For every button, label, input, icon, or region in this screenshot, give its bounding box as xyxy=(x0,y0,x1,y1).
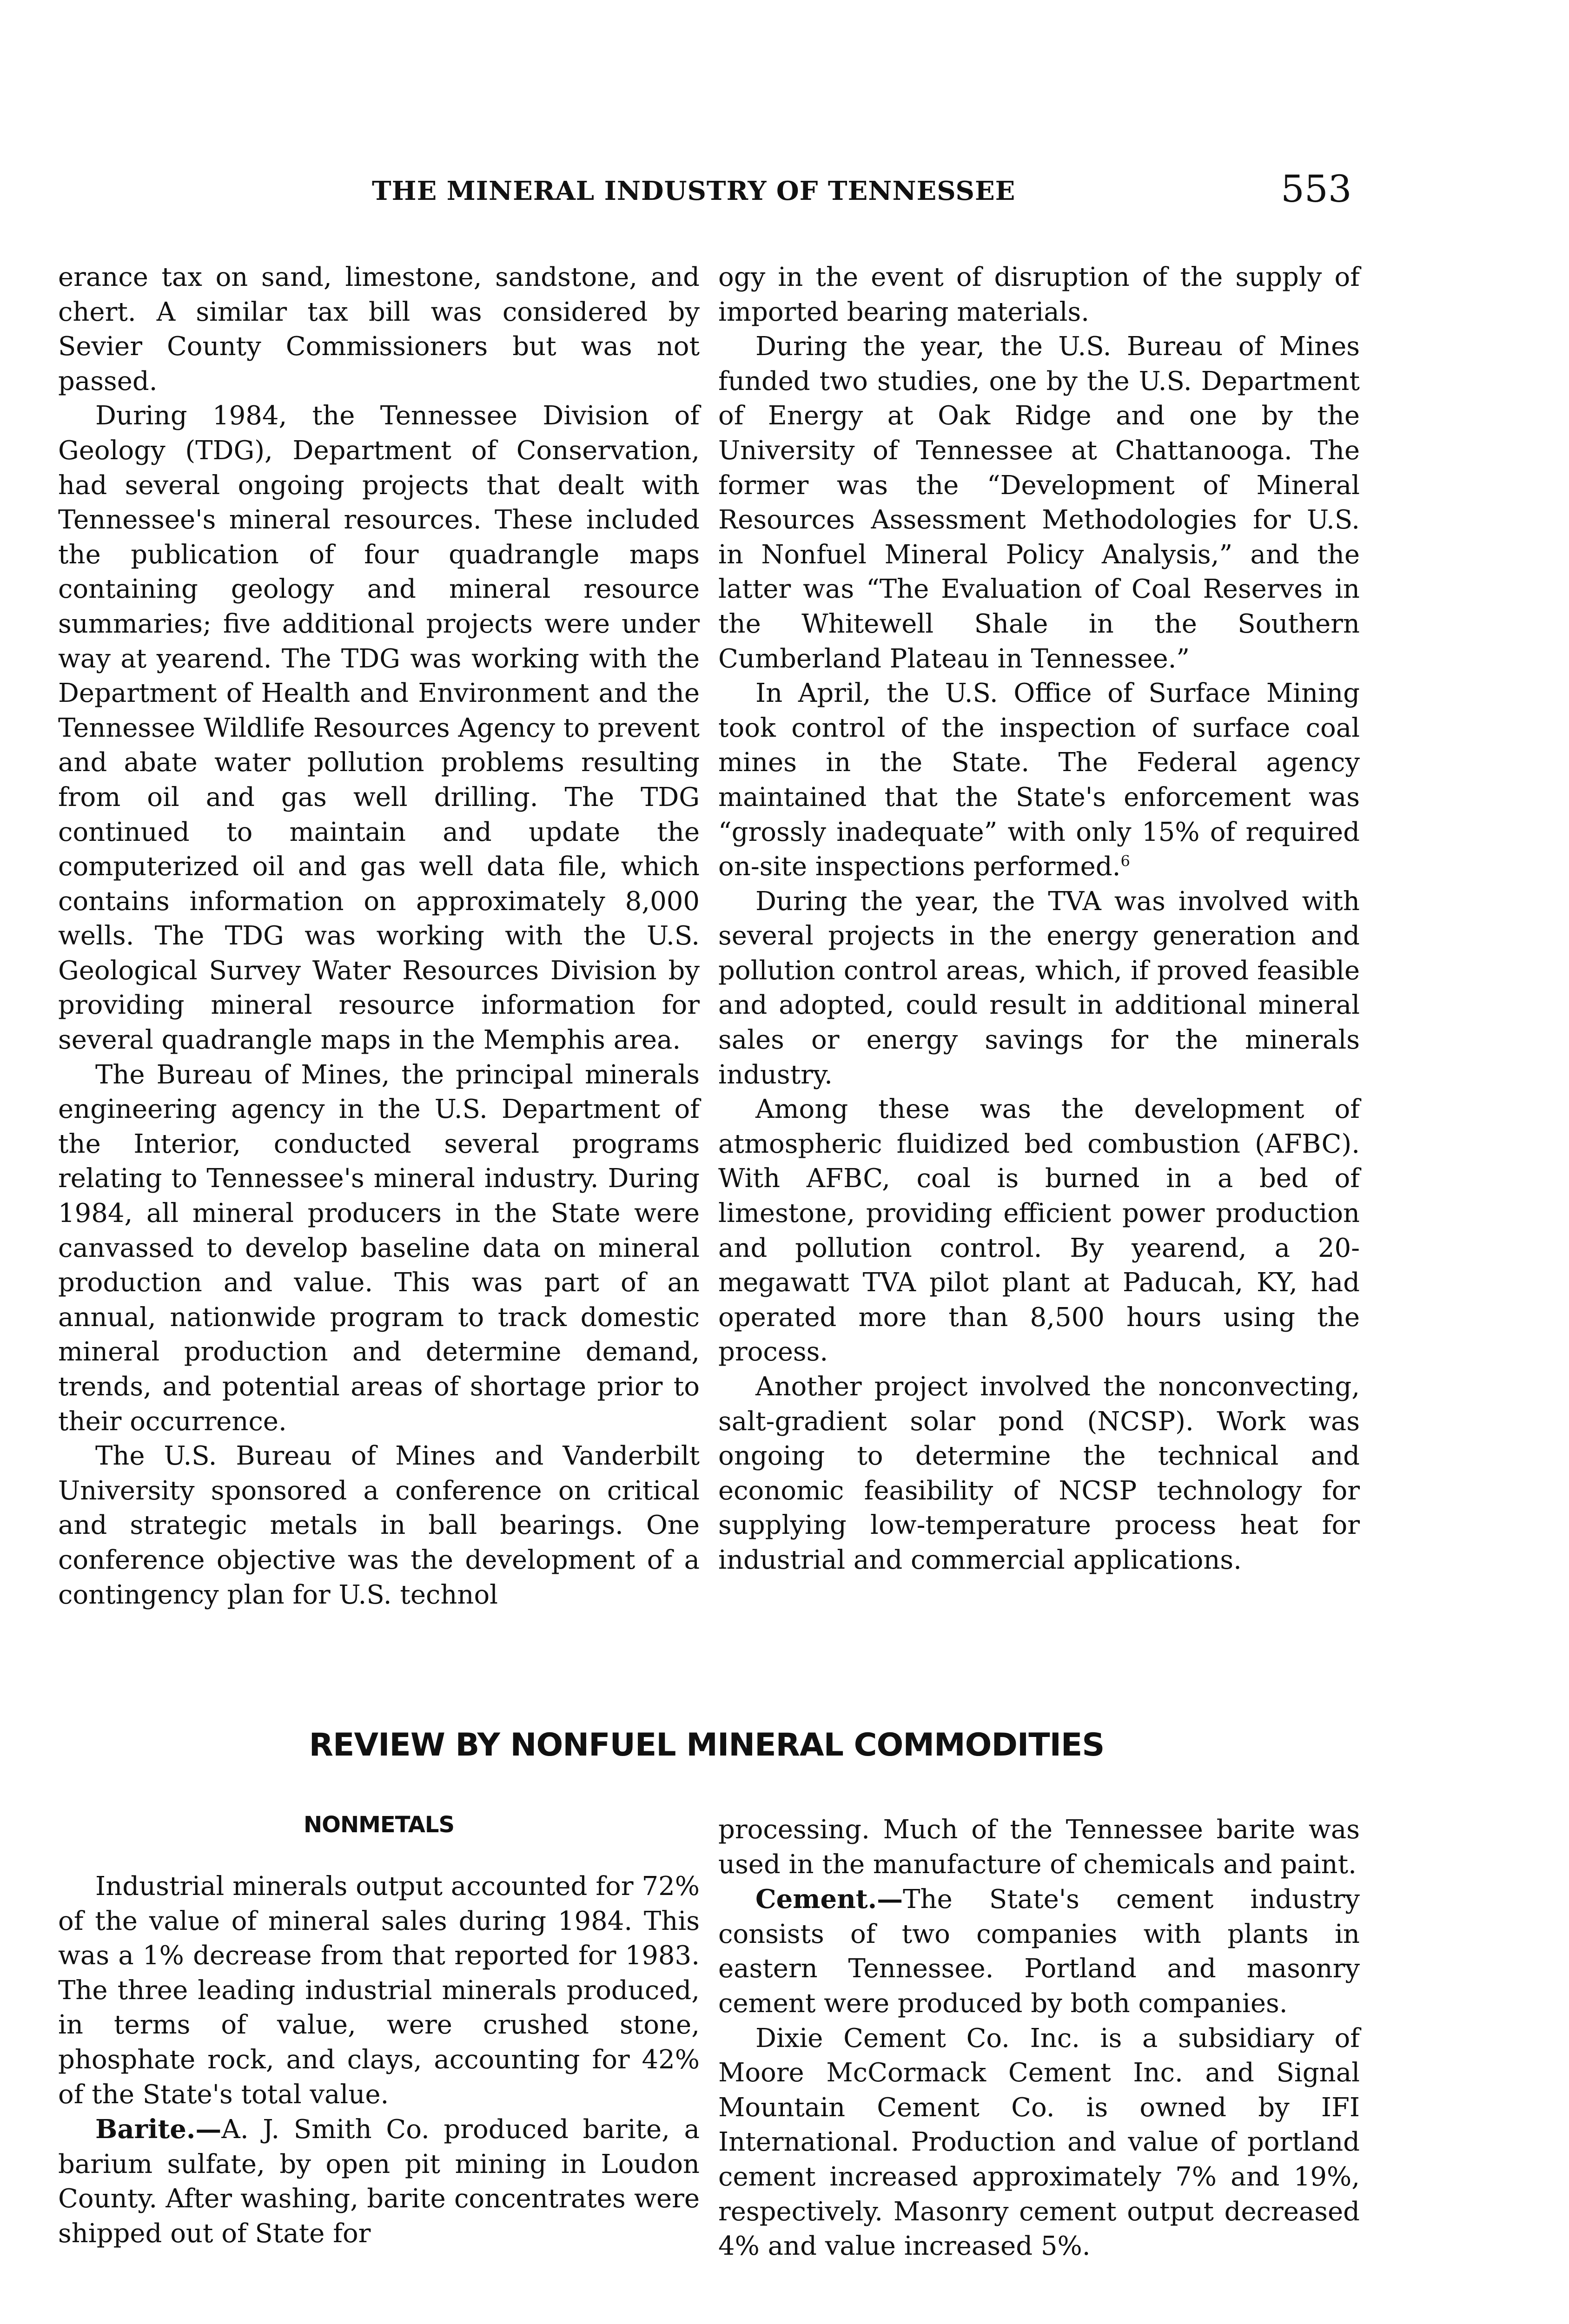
paragraph: Industrial minerals output accounted for 72% of the value of mineral sales during 1984. This was a 1% decrease from that reported for 1983. The three leading industrial minerals produced, in terms of value, were crushed stone, phosphate rock, and clays, accounting for 42% of the State's total value. xyxy=(58,1871,700,2110)
paragraph: ogy in the event of disruption of the supply of imported bearing materials. xyxy=(718,262,1360,327)
sub-heading: NONMETALS xyxy=(303,1812,455,1838)
paragraph-text: In April, the U.S. Office of Surface Mining took control of the inspection of surface coal mines in the State. The Federal agency maintained that the State's enforcement was “grossly inadequate” with only 15% of required on-site inspections performed. xyxy=(718,678,1360,882)
top-left-column xyxy=(58,260,700,1612)
paragraph: Among these was the development of atmospheric fluidized bed combustion (AFBC). With AFBC, coal is burned in a bed of limestone, providing efficient power production and pollution control. By yearend, a 20-megawatt TVA pilot plant at Paducah, KY, had operated more than 8,500 hours using the process. xyxy=(718,1094,1360,1367)
paragraph: During the year, the TVA was involved with several projects in the energy generation and pollution control areas, which, if proved feasible and adopted, could result in additional mineral sales or energy savings for the minerals industry. xyxy=(718,886,1360,1090)
paragraph: During 1984, the Tennessee Division of Geology (TDG), Department of Conservation, had several ongoing projects that dealt with Tennessee's mineral resources. These included the publication of four quadrangle maps containing geology and mineral resource summaries; five additional projects were under way at yearend. The TDG was working with the Department of Health and Environment and the Tennessee Wildlife Resources Agency to prevent and abate water pollution problems resulting from oil and gas well drilling. The TDG continued to maintain and update the computerized oil and gas well data file, which contains information on approximately 8,000 wells. The TDG was working with the U.S. Geological Survey Water Resources Division by providing mineral resource information for several quadrangle maps in the Memphis area. xyxy=(58,401,700,1056)
paragraph: processing. Much of the Tennessee barite was used in the manufacture of chemicals and paint. xyxy=(718,1815,1360,1880)
paragraph: Dixie Cement Co. Inc. is a subsidiary of Moore McCormack Cement Inc. and Signal Mountain Cement Co. is owned by IFI International. Production and value of portland cement increased approximately 7% and 19%, respectively. Masonry cement output decreased 4% and value increased 5%. xyxy=(718,2023,1360,2262)
paragraph-text: The State's cement industry consists of two companies with plants in eastern Tennessee. Portland and masonry cement were produced by both companies. xyxy=(718,1884,1360,2019)
paragraph: Another project involved the nonconvecting, salt-gradient solar pond (NCSP). Work was ongoing to determine the technical and economic feasibility of NCSP technology for supplying low-temperature process heat for industrial and commercial applications. xyxy=(718,1372,1360,1575)
footnote-ref: 6 xyxy=(1120,852,1130,870)
running-header xyxy=(0,167,1569,214)
bottom-left-column xyxy=(58,1869,700,2251)
paragraph xyxy=(718,676,1360,885)
section-heading: REVIEW BY NONFUEL MINERAL COMMODITIES xyxy=(309,1727,1105,1763)
paragraph: The Bureau of Mines, the principal minerals engineering agency in the U.S. Department of the Interior, conducted several programs relating to Tennessee's mineral industry. During 1984, all mineral producers in the State were canvassed to develop baseline data on mineral production and value. This was part of an annual, nationwide program to track domestic mineral production and determine demand, trends, and potential areas of shortage prior to their occurrence. xyxy=(58,1059,700,1437)
paragraph xyxy=(718,1882,1360,2021)
paragraph: During the year, the U.S. Bureau of Mines funded two studies, one by the U.S. Department of Energy at Oak Ridge and one by the University of Tennessee at Chattanooga. The former was the “Development of Mineral Resources Assessment Methodologies for U.S. in Nonfuel Mineral Policy Analysis,” and the latter was “The Evaluation of Coal Reserves in the Whitewell Shale in the Southern Cumberland Plateau in Tennessee.” xyxy=(718,331,1360,674)
paragraph-text: A. J. Smith Co. produced barite, a barium sulfate, by open pit mining in Loudon County. After washing, barite concentrates were shipped out of State for xyxy=(58,2114,700,2249)
running-title: THE MINERAL INDUSTRY OF TENNESSEE xyxy=(372,176,1016,206)
top-right-column xyxy=(718,260,1360,1578)
paragraph xyxy=(58,2112,700,2251)
page-number: 553 xyxy=(1281,167,1352,211)
paragraph: erance tax on sand, limestone, sandstone, and chert. A similar tax bill was considered by Sevier County Commissioners but was not passed. xyxy=(58,262,700,396)
paragraph: The U.S. Bureau of Mines and Vanderbilt University sponsored a conference on critical and strategic metals in ball bearings. One conference objective was the development of a contingency plan for U.S. technol xyxy=(58,1441,700,1610)
run-in-heading: Barite.— xyxy=(95,2114,222,2145)
run-in-heading: Cement.— xyxy=(755,1884,903,1915)
bottom-right-column xyxy=(718,1813,1360,2264)
